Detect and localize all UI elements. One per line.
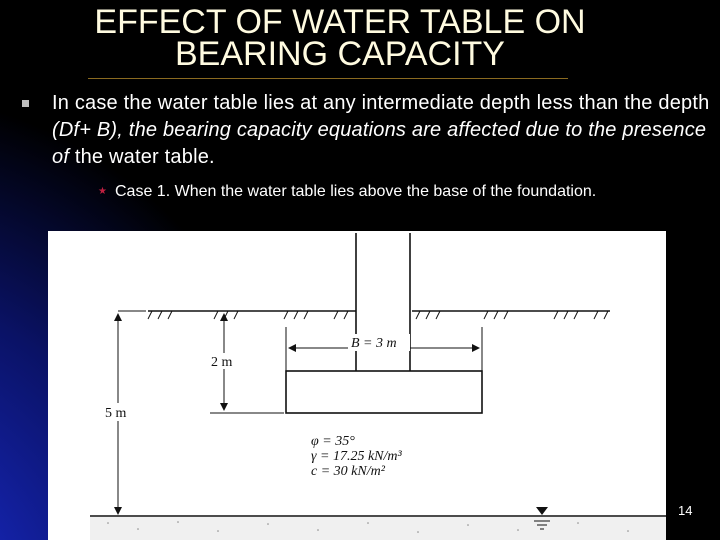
- cohesion-label: c = 30 kN/m²: [311, 464, 385, 479]
- para-text-italic: (Df+ B), the bearing capacity equations are affected due to the presence of: [52, 119, 707, 168]
- footing-block: [286, 371, 482, 413]
- water-table: [90, 516, 666, 540]
- water-depth-label: 5 m: [105, 406, 127, 421]
- title-line-1: EFFECT OF WATER TABLE ON: [94, 3, 586, 41]
- sub-bullet-text: Case 1. When the water table lies above the base of the foundation.: [115, 183, 597, 200]
- page-number: 14: [678, 503, 693, 518]
- width-label: B = 3 m: [351, 336, 397, 351]
- star-bullet-icon: ★: [98, 186, 107, 197]
- ground-surface: [148, 311, 610, 319]
- para-text-1: In case the water table lies at any intermediate depth less than the depth: [52, 92, 710, 114]
- slide-title: [0, 3, 680, 73]
- para-text-3: the water table.: [69, 146, 215, 168]
- gamma-label: γ = 17.25 kN/m³: [311, 449, 402, 464]
- title-line-2: BEARING CAPACITY: [175, 35, 505, 73]
- main-paragraph: [52, 90, 712, 171]
- foundation-diagram: [48, 231, 666, 540]
- phi-label: φ = 35°: [311, 434, 355, 449]
- title-underline: [88, 78, 568, 79]
- footing-depth-label: 2 m: [211, 355, 233, 370]
- square-bullet-icon: [22, 100, 32, 110]
